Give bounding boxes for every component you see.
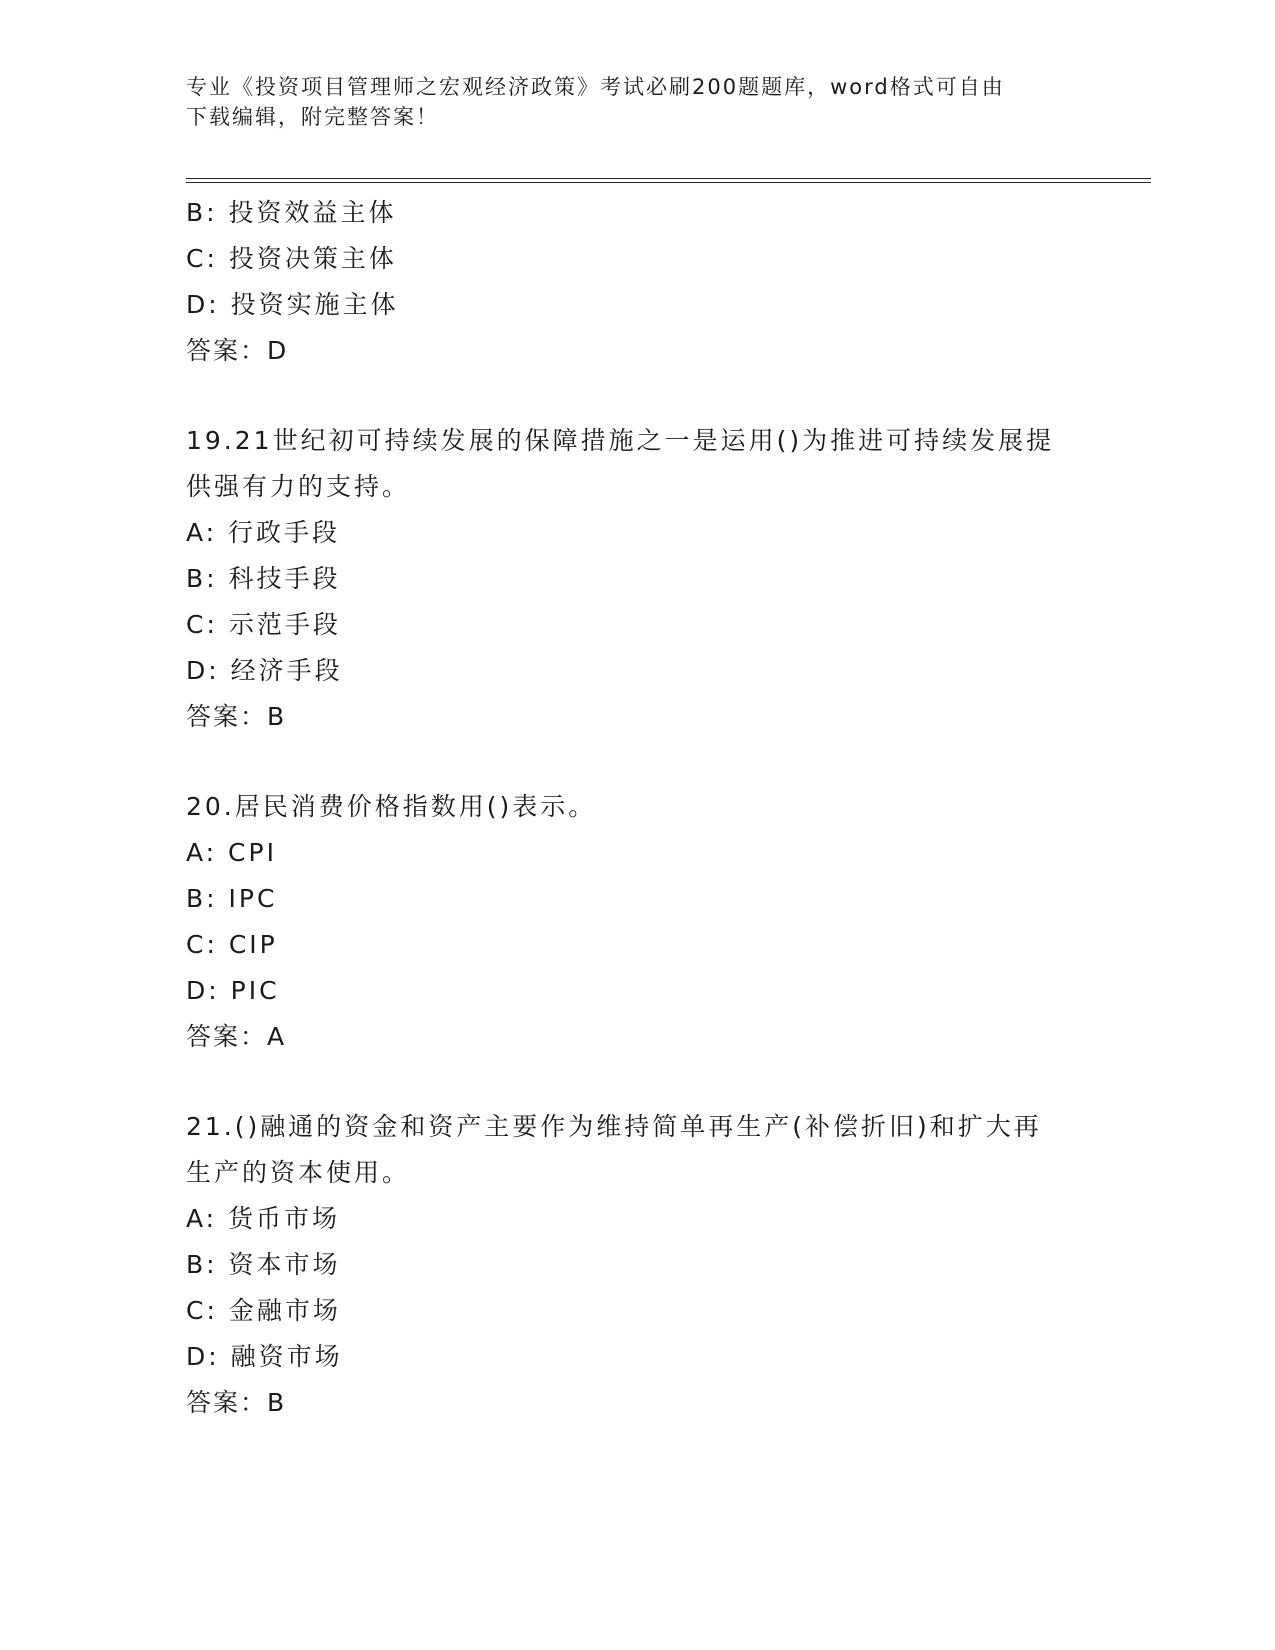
option-a: A: CPI xyxy=(186,838,277,867)
option-c: C: 投资决策主体 xyxy=(186,244,397,273)
option-b: B: 资本市场 xyxy=(186,1250,341,1279)
answer: 答案：B xyxy=(186,702,287,731)
question-19 xyxy=(186,418,1086,740)
question-stem: 19.21世纪初可持续发展的保障措施之一是运用()为推进可持续发展提 xyxy=(186,426,1055,455)
answer: 答案：A xyxy=(186,1022,287,1051)
header-line-1: 专业《投资项目管理师之宏观经济政策》考试必刷200题题库，word格式可自由 xyxy=(186,75,1005,99)
question-21 xyxy=(186,1104,1086,1426)
question-list xyxy=(186,190,1086,1426)
option-b: B: 科技手段 xyxy=(186,564,341,593)
option-b: B: 投资效益主体 xyxy=(186,198,397,227)
option-a: A: 行政手段 xyxy=(186,518,341,547)
answer: 答案：B xyxy=(186,1388,287,1417)
question-stem-continued: 供强有力的支持。 xyxy=(186,472,411,501)
header-double-rule xyxy=(186,178,1151,183)
option-b: B: IPC xyxy=(186,884,278,913)
option-c: C: 示范手段 xyxy=(186,610,341,639)
question-stem: 21.()融通的资金和资产主要作为维持简单再生产(补偿折旧)和扩大再 xyxy=(186,1112,1042,1141)
question-20 xyxy=(186,784,1086,1060)
answer: 答案：D xyxy=(186,336,289,365)
document-header xyxy=(186,72,1086,132)
option-c: C: 金融市场 xyxy=(186,1296,341,1325)
option-d: D: 投资实施主体 xyxy=(186,290,399,319)
option-d: D: 融资市场 xyxy=(186,1342,343,1371)
option-a: A: 货币市场 xyxy=(186,1204,341,1233)
question-stem: 20.居民消费价格指数用()表示。 xyxy=(186,792,597,821)
option-c: C: CIP xyxy=(186,930,278,959)
question-stem-continued: 生产的资本使用。 xyxy=(186,1158,411,1187)
question-18-continued xyxy=(186,190,1086,374)
option-d: D: 经济手段 xyxy=(186,656,343,685)
option-d: D: PIC xyxy=(186,976,280,1005)
header-line-2: 下载编辑，附完整答案！ xyxy=(186,105,439,129)
